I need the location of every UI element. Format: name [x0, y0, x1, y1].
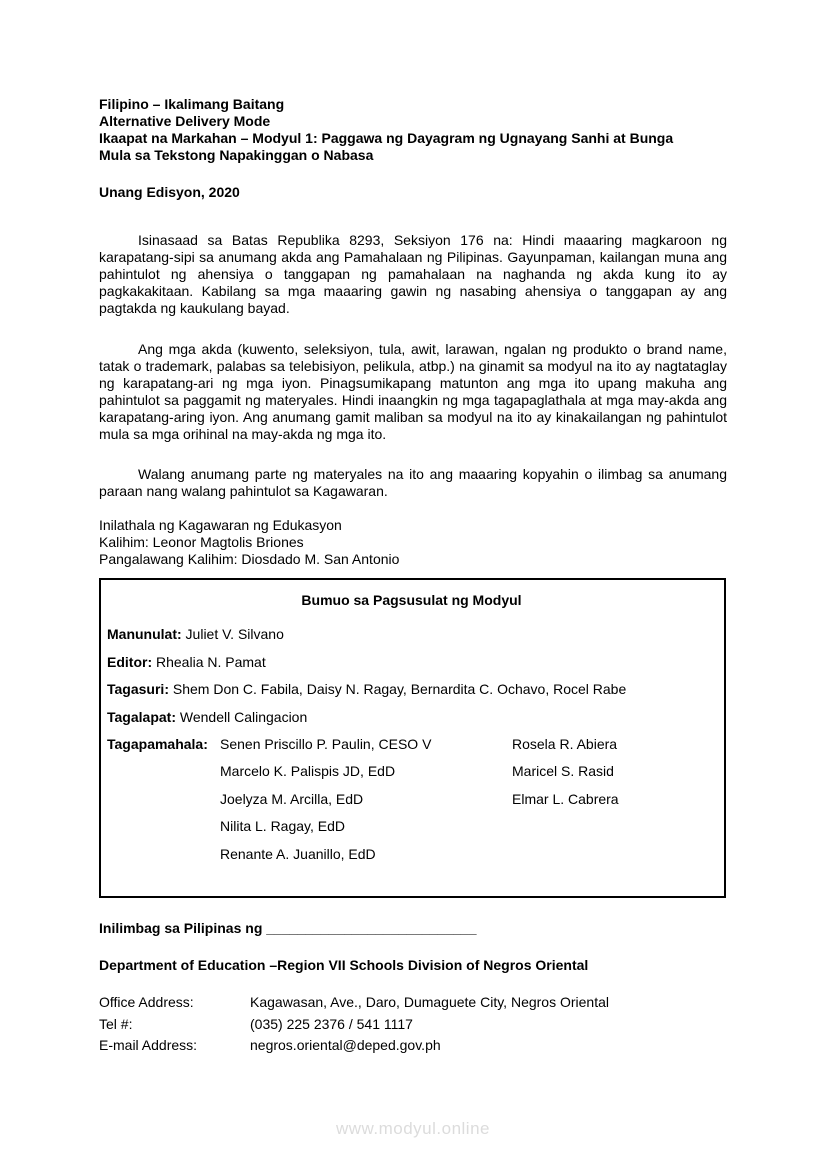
undersecretary-line: Pangalawang Kalihim: Diosdado M. San Antonio: [99, 551, 400, 567]
email-value: negros.oriental@deped.gov.ph: [250, 1037, 441, 1053]
department-region-line: Department of Education –Region VII Schools Division of Negros Oriental: [99, 957, 589, 973]
telephone-value: (035) 225 2376 / 541 1117: [250, 1015, 413, 1032]
watermark-text: www.modyul.online: [335, 1119, 490, 1138]
secretary-line: Kalihim: Leonor Magtolis Briones: [99, 534, 304, 550]
writer-value: Juliet V. Silvano: [185, 626, 284, 642]
telephone-row: [99, 1014, 727, 1036]
printed-in-philippines-line: Inilimbag sa Pilipinas ng ___________________________: [99, 920, 477, 936]
layout-artist-row: [107, 709, 716, 726]
writer-row: [107, 626, 716, 643]
copyright-paragraph-1: Isinasaad sa Batas Republika 8293, Seksiyon 176 na: Hindi maaaring magkaroon ng karapatang-sipi sa anumang akda ang Pamahalaan ng Pilipinas. Gayunpaman, kailangan muna ang pahintulot ng ahensiya o tanggapan ng pamahalaan na naghanda ng akda kung ito ay pagkakakitaan. Kabilang sa mga maaaring gawin ng nasabing ahensiya o tanggapan ay ang pagtakda ng kaukulang bayad.: [99, 232, 727, 316]
management-name: Nilita L. Ragay, EdD: [220, 818, 346, 834]
reviewer-row: [107, 681, 716, 698]
page-content: [99, 96, 727, 1057]
contact-block: [99, 992, 727, 1057]
management-label: Tagapamahala:: [107, 735, 208, 752]
telephone-label: Tel #:: [99, 1015, 133, 1032]
management-name: Elmar L. Cabrera: [512, 790, 619, 807]
copyright-paragraph-2: Ang mga akda (kuwento, seleksiyon, tula, awit, larawan, ngalan ng produkto o brand name, tatak o trademark, palabas sa telebisiyon, pelikula, atbp.) na ginamit sa modyul na ito ay nagtataglay ng karapatang-ari ng mga iyon. Pinagsumikapang matunton ang mga ito upang makuha ang pahintulot sa paggamit ng materyales. Hindi inaangkin ng mga tagapaglathala at mga may-akda ang karapatang-aring iyon. Ang anumang gamit maliban sa modyul na ito ay kinakailangan ng pahintulot mula sa mga orihinal na may-akda ng mga ito.: [99, 341, 727, 442]
copyright-paragraph-3: Walang anumang parte ng materyales na ito ang maaaring kopyahin o ilimbag sa anumang paraan nang walang pahintulot sa Kagawaran.: [99, 466, 727, 499]
development-team-title: Bumuo sa Pagsusulat ng Modyul: [301, 592, 522, 608]
editor-value: Rhealia N. Pamat: [156, 653, 266, 670]
module-title-block: [99, 96, 727, 164]
module-delivery-mode: Alternative Delivery Mode: [99, 113, 271, 129]
management-name: Maricel S. Rasid: [512, 763, 614, 779]
office-address-row: [99, 992, 727, 1014]
development-team-box: [99, 578, 726, 898]
management-team-section: [107, 731, 716, 869]
reviewer-label: Tagasuri:: [107, 681, 169, 697]
edition-line: Unang Edisyon, 2020: [99, 184, 240, 200]
management-name: Marcelo K. Palispis JD, EdD: [220, 763, 396, 779]
management-column-2: [512, 731, 716, 814]
management-column-1: [220, 731, 512, 869]
module-subject-grade: Filipino – Ikalimang Baitang: [99, 96, 285, 112]
publisher-line: Inilathala ng Kagawaran ng Edukasyon: [99, 517, 342, 533]
management-name: Renante A. Juanillo, EdD: [220, 845, 376, 862]
layout-artist-value: Wendell Calingacion: [179, 708, 308, 725]
layout-artist-label: Tagalapat:: [107, 708, 176, 725]
module-quarter-title-line1: Ikaapat na Markahan – Modyul 1: Paggawa ng Dayagram ng Ugnayang Sanhi at Bunga: [99, 130, 674, 146]
module-quarter-title-line2: Mula sa Tekstong Napakinggan o Nabasa: [99, 147, 374, 163]
management-name: Joelyza M. Arcilla, EdD: [220, 790, 364, 807]
email-label: E-mail Address:: [99, 1037, 198, 1053]
office-address-value: Kagawasan, Ave., Daro, Dumaguete City, Negros Oriental: [250, 994, 609, 1010]
email-row: [99, 1035, 727, 1057]
office-address-label: Office Address:: [99, 994, 194, 1010]
management-name: Senen Priscillo P. Paulin, CESO V: [220, 735, 432, 752]
publisher-block: [99, 517, 727, 568]
writer-label: Manunulat:: [107, 626, 182, 642]
management-name: Rosela R. Abiera: [512, 735, 618, 752]
reviewer-value: Shem Don C. Fabila, Daisy N. Ragay, Bernardita C. Ochavo, Rocel Rabe: [172, 681, 627, 697]
editor-label: Editor:: [107, 653, 153, 670]
editor-row: [107, 654, 716, 671]
